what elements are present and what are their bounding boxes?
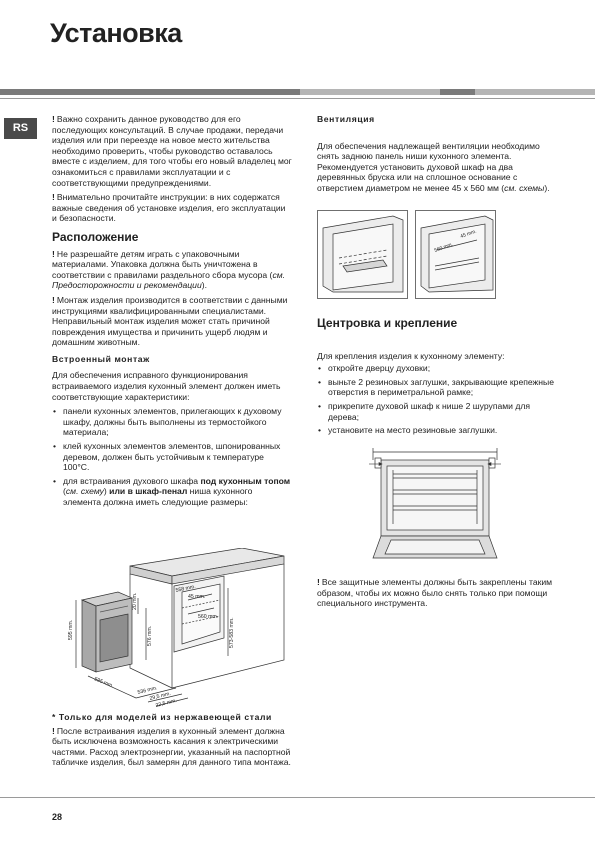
dim-label: 560 mm. [433, 241, 454, 254]
dim-label: 595 mm. [93, 676, 115, 690]
placement-paragraph-2: ! Монтаж изделия производится в соответствии с данными инструкциями квалифицированными специалистами. Неправильный монтаж изделия может стать причиной повреждения имущества и причинить ущерб людям и домашним животным. [52, 294, 288, 348]
right-column-top [317, 114, 557, 198]
ventilation-diagrams [317, 210, 497, 300]
page-title: Установка [50, 18, 182, 48]
intro-paragraph-2: ! Внимательно прочитайте инструкции: в них содержатся важные сведения об установке изделия, его эксплуатации и безопасности. [52, 192, 286, 224]
steel-note-block [52, 712, 292, 772]
right-column-bottom [317, 577, 557, 613]
builtin-heading: Встроенный монтаж [52, 353, 150, 364]
dim-label: 573-583 mm. [229, 617, 235, 648]
centering-heading: Центровка и крепление [317, 316, 458, 330]
page-number: 28 [52, 812, 63, 822]
steel-note-heading: * Только для моделей из нержавеющей стали [52, 712, 272, 722]
list-item: • установите на место резиновые заглушки. [317, 425, 557, 436]
protection-paragraph: ! Все защитные элементы должны быть закреплены таким образом, чтобы их можно было снять только при помощи специального инструмента. [317, 577, 553, 609]
dim-label: 45 mm. [188, 594, 206, 600]
dim-label: 45 mm. [459, 228, 478, 240]
placement-heading: Расположение [52, 229, 139, 244]
list-item: • выньте 2 резиновых заглушки, закрывающие крепежные отверстия в периметральной рамке; [317, 377, 557, 398]
header-bar-highlight [300, 89, 440, 95]
language-tab: RS [4, 118, 37, 139]
builtin-intro: Для обеспечения исправного функционирования встраиваемого изделия кухонный элемент должен иметь соответствующие характеристики: [52, 370, 281, 402]
header-bar [0, 89, 595, 95]
placement-paragraph: ! Не разрешайте детям играть с упаковочными материалами. Упаковка должна быть уничтожена в соответствии с правилами раздельного сбора мусора (см. Предосторожности и рекомендации). [52, 248, 286, 291]
list-item: • прикрепите духовой шкаф к нише 2 шурупами для дерева; [317, 401, 557, 422]
installation-diagram [52, 548, 297, 710]
vent-heading: Вентиляция [317, 114, 375, 124]
dim-label: 595 mm. [68, 619, 74, 640]
intro-paragraph: ! Важно сохранить данное руководство для его последующих консультаций. В случае продажи, передачи изделия или при переезде на новое место жительства необходимо проверить, чтобы руководство оставалось вместе с изделием, для того чтобы его новый владелец мог ознакомиться с правилами эксплуатации и с соответствующими предупреждениями. [52, 114, 292, 188]
right-column-mid [317, 318, 557, 440]
dim-label: 22,5 mm. [155, 697, 178, 709]
centering-list [317, 363, 557, 436]
list-item: • клей кухонных элементов элементов, шпонированных деревом, должен быть устойчивым к температуре 100°С. [52, 441, 292, 473]
dim-label: 558 mm. [175, 583, 197, 594]
left-column [52, 114, 292, 512]
list-item: • панели кухонных элементов, прилегающих к духовому шкафу, должны быть выполнены из термостойкого материала; [52, 406, 292, 438]
list-item: • откройте дверцу духовки; [317, 363, 557, 374]
dim-label: 20 mm. [132, 592, 138, 610]
oven-front-diagram [367, 440, 507, 568]
centering-intro: Для крепления изделия к кухонному элементу: [317, 350, 505, 361]
footer-divider [0, 797, 595, 798]
builtin-list [52, 406, 292, 507]
dim-label: 536 mm. [137, 685, 159, 696]
header-divider [0, 98, 595, 99]
vent-paragraph: Для обеспечения надлежащей вентиляции необходимо снять заднюю панель ниши кухонного элемента. Рекомендуется установить духовой шкаф на два деревянных бруска или на сплошное основание с отверстием диаметром не менее 45 х 560 мм (см. схемы). [317, 140, 550, 193]
dim-label: 576 mm. [147, 625, 153, 646]
steel-note-text: ! После встраивания изделия в кухонный элемент должна быть исключена возможность касания к электрическими частями. Расход электроэнергии, указанный на паспортной табличке изделия, был замерян для данного типа монтажа. [52, 725, 291, 768]
header-bar-highlight [475, 89, 595, 95]
list-item: • для встраивания духового шкафа под кухонным топом (см. схему) или в шкаф-пенал ниша кухонного элемента должна иметь следующие размеры: [52, 476, 292, 508]
dim-label: 560 mm. [198, 614, 219, 620]
dim-label: 29,5 mm. [149, 690, 172, 702]
